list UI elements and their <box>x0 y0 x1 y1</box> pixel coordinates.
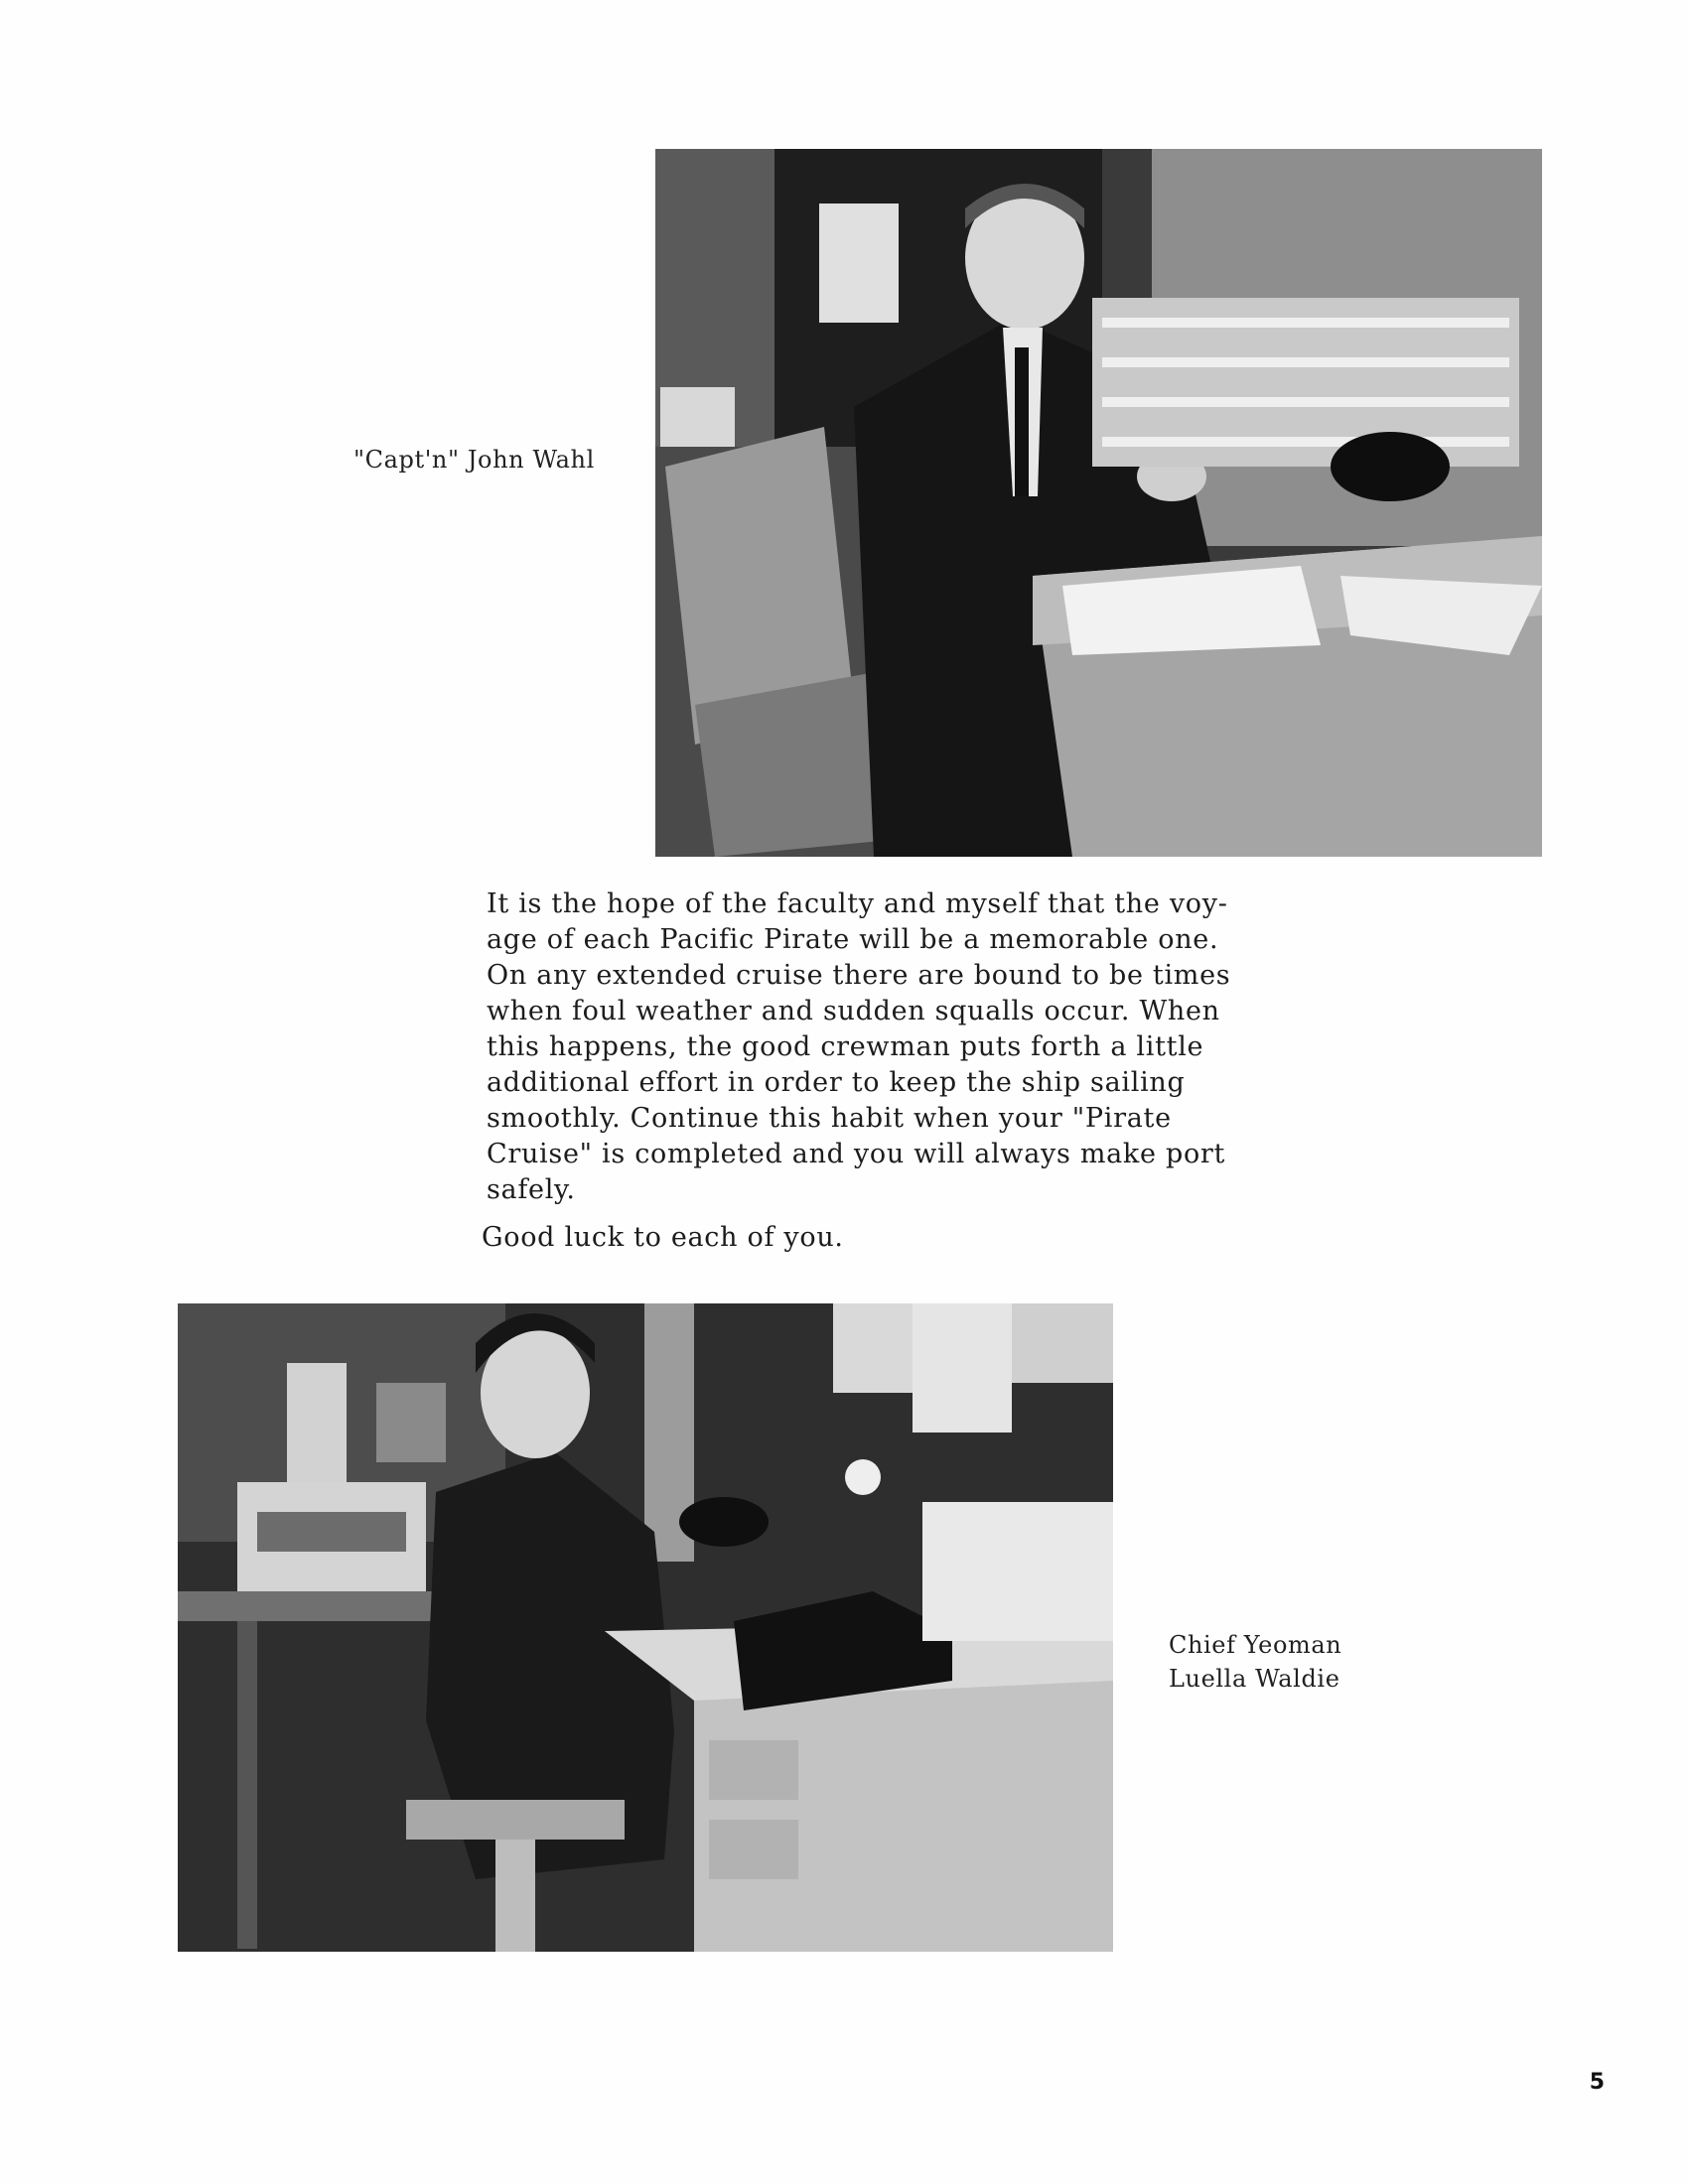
photo-woman-at-desk <box>178 1303 1113 1952</box>
text-line: It is the hope of the faculty and myself that the voy- <box>487 888 1228 919</box>
text-line: when foul weather and sudden squalls occur. When <box>487 996 1220 1026</box>
paragraph-main <box>487 887 1261 1208</box>
text-line: Cruise" is completed and you will always make port <box>487 1139 1226 1169</box>
photo-man-at-desk-image <box>655 149 1542 857</box>
paragraph-closing: Good luck to each of you. <box>482 1222 844 1253</box>
text-line: safely. <box>487 1174 576 1205</box>
caption-captn-john-wahl: "Capt'n" John Wahl <box>353 446 595 474</box>
page-number: 5 <box>1589 2070 1605 2095</box>
text-line: age of each Pacific Pirate will be a memorable one. <box>487 924 1219 955</box>
text-line: additional effort in order to keep the ship sailing <box>487 1067 1186 1098</box>
photo-woman-at-desk-image <box>178 1303 1113 1952</box>
caption-chief-yeoman-luella-waldie <box>1169 1628 1341 1696</box>
text-line: this happens, the good crewman puts forth a little <box>487 1031 1204 1062</box>
letter-body <box>482 887 1261 1256</box>
caption-line-title: Chief Yeoman <box>1169 1631 1342 1659</box>
text-line: On any extended cruise there are bound to be times <box>487 960 1231 991</box>
caption-line-name: Luella Waldie <box>1169 1665 1340 1693</box>
photo-man-at-desk <box>655 149 1542 857</box>
text-line: smoothly. Continue this habit when your "Pirate <box>487 1103 1172 1134</box>
